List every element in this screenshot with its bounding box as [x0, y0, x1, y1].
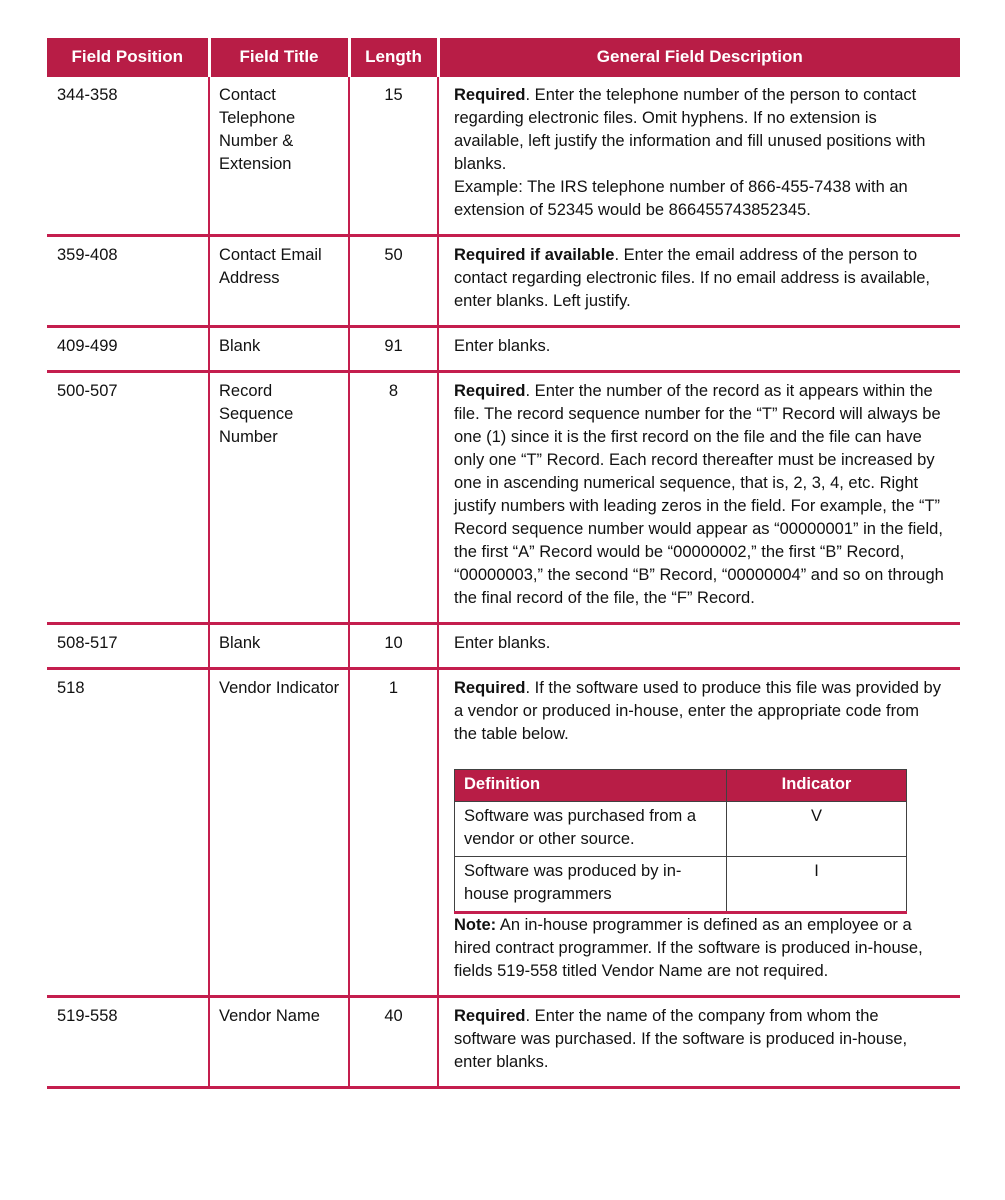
cell-field-title: Vendor Indicator: [209, 669, 349, 997]
body-text: Enter blanks.: [454, 337, 551, 355]
table-row: [47, 327, 960, 372]
cell-description: [438, 77, 960, 236]
cell-field-title: Contact Telephone Number & Extension: [209, 77, 349, 236]
table-header-row: [47, 38, 960, 77]
description-paragraph: [454, 176, 944, 222]
cell-field-position: 344-358: [47, 77, 209, 236]
bold-text: Required: [454, 382, 526, 400]
description-paragraph: [454, 677, 944, 746]
body-text: . Enter the telephone number of the person to contact regarding electronic files. Omit hyphens. If no extension is available, left justify the information and fill unused positions with blanks.: [454, 86, 926, 173]
inner-column-header: Indicator: [727, 770, 907, 802]
document-page: [47, 38, 960, 1089]
cell-length: 1: [349, 669, 438, 997]
cell-length: 8: [349, 372, 438, 624]
body-text: . Enter the number of the record as it appears within the file. The record sequence number for the “T” Record will always be one (1) since it is the first record on the file and the file can have only one “T” Record. Each record thereafter must be increased by one in ascending numerical sequence, that is, 2, 3, 4, etc. Right justify numbers with leading zeros in the field. For example, the “T” Record sequence number would appear as “00000001” in the field, the first “A” Record would be “00000002,” the first “B” Record, “00000003,” the second “B” Record, “00000004” and so on through the final record of the file, the “F” Record.: [454, 382, 944, 607]
column-header: General Field Description: [438, 38, 960, 77]
inner-cell-indicator: V: [727, 802, 907, 857]
body-text: . If the software used to produce this file was provided by a vendor or produced in-house, enter the appropriate code from the table below.: [454, 679, 941, 743]
vendor-indicator-table: [454, 769, 907, 914]
cell-field-title: Blank: [209, 327, 349, 372]
cell-description: [438, 236, 960, 327]
table-row: [47, 669, 960, 997]
description-paragraph: [454, 244, 944, 313]
cell-field-title: Record Sequence Number: [209, 372, 349, 624]
inner-cell-indicator: I: [727, 857, 907, 913]
bold-text: Required if available: [454, 246, 615, 264]
cell-field-position: 518: [47, 669, 209, 997]
bold-text: Required: [454, 679, 526, 697]
description-paragraph: [454, 335, 944, 358]
body-text: An in-house programmer is defined as an employee or a hired contract programmer. If the software is produced in-house, fields 519-558 titled Vendor Name are not required.: [454, 916, 923, 980]
inner-column-header: Definition: [455, 770, 727, 802]
column-header: Field Position: [47, 38, 209, 77]
body-text: . Enter the name of the company from whom the software was purchased. If the software is produced in-house, enter blanks.: [454, 1007, 908, 1071]
body-text: . Enter the email address of the person to contact regarding electronic files. If no email address is available, enter blanks. Left justify.: [454, 246, 930, 310]
cell-description: [438, 372, 960, 624]
cell-length: 91: [349, 327, 438, 372]
cell-field-title: Contact Email Address: [209, 236, 349, 327]
bold-text: Required: [454, 1007, 526, 1025]
cell-field-title: Blank: [209, 624, 349, 669]
description-paragraph: [454, 84, 944, 176]
table-row: [47, 236, 960, 327]
description-paragraph: [454, 632, 944, 655]
cell-length: 50: [349, 236, 438, 327]
body-text: Example: The IRS telephone number of 866-455-7438 with an extension of 52345 would be 866455743852345.: [454, 178, 908, 219]
cell-description: [438, 624, 960, 669]
cell-field-position: 508-517: [47, 624, 209, 669]
inner-header-row: [455, 770, 907, 802]
cell-length: 15: [349, 77, 438, 236]
description-paragraph: [454, 1005, 944, 1074]
cell-description: [438, 997, 960, 1088]
cell-field-position: 500-507: [47, 372, 209, 624]
cell-length: 40: [349, 997, 438, 1088]
inner-cell-definition: Software was produced by in-house programmers: [455, 857, 727, 913]
bold-text: Required: [454, 86, 526, 104]
cell-length: 10: [349, 624, 438, 669]
table-body: [47, 77, 960, 1088]
field-description-table: [47, 38, 960, 1089]
body-text: Enter blanks.: [454, 634, 551, 652]
inner-cell-definition: Software was purchased from a vendor or other source.: [455, 802, 727, 857]
table-row: [47, 997, 960, 1088]
cell-description: [438, 327, 960, 372]
inner-table-row: [455, 857, 907, 913]
cell-field-position: 359-408: [47, 236, 209, 327]
column-header: Length: [349, 38, 438, 77]
cell-description: [438, 669, 960, 997]
inner-table-row: [455, 802, 907, 857]
table-row: [47, 624, 960, 669]
cell-field-title: Vendor Name: [209, 997, 349, 1088]
description-paragraph: [454, 914, 944, 983]
cell-field-position: 409-499: [47, 327, 209, 372]
bold-text: Note:: [454, 916, 497, 934]
description-paragraph: [454, 380, 944, 610]
column-header: Field Title: [209, 38, 349, 77]
cell-field-position: 519-558: [47, 997, 209, 1088]
table-row: [47, 372, 960, 624]
table-row: [47, 77, 960, 236]
